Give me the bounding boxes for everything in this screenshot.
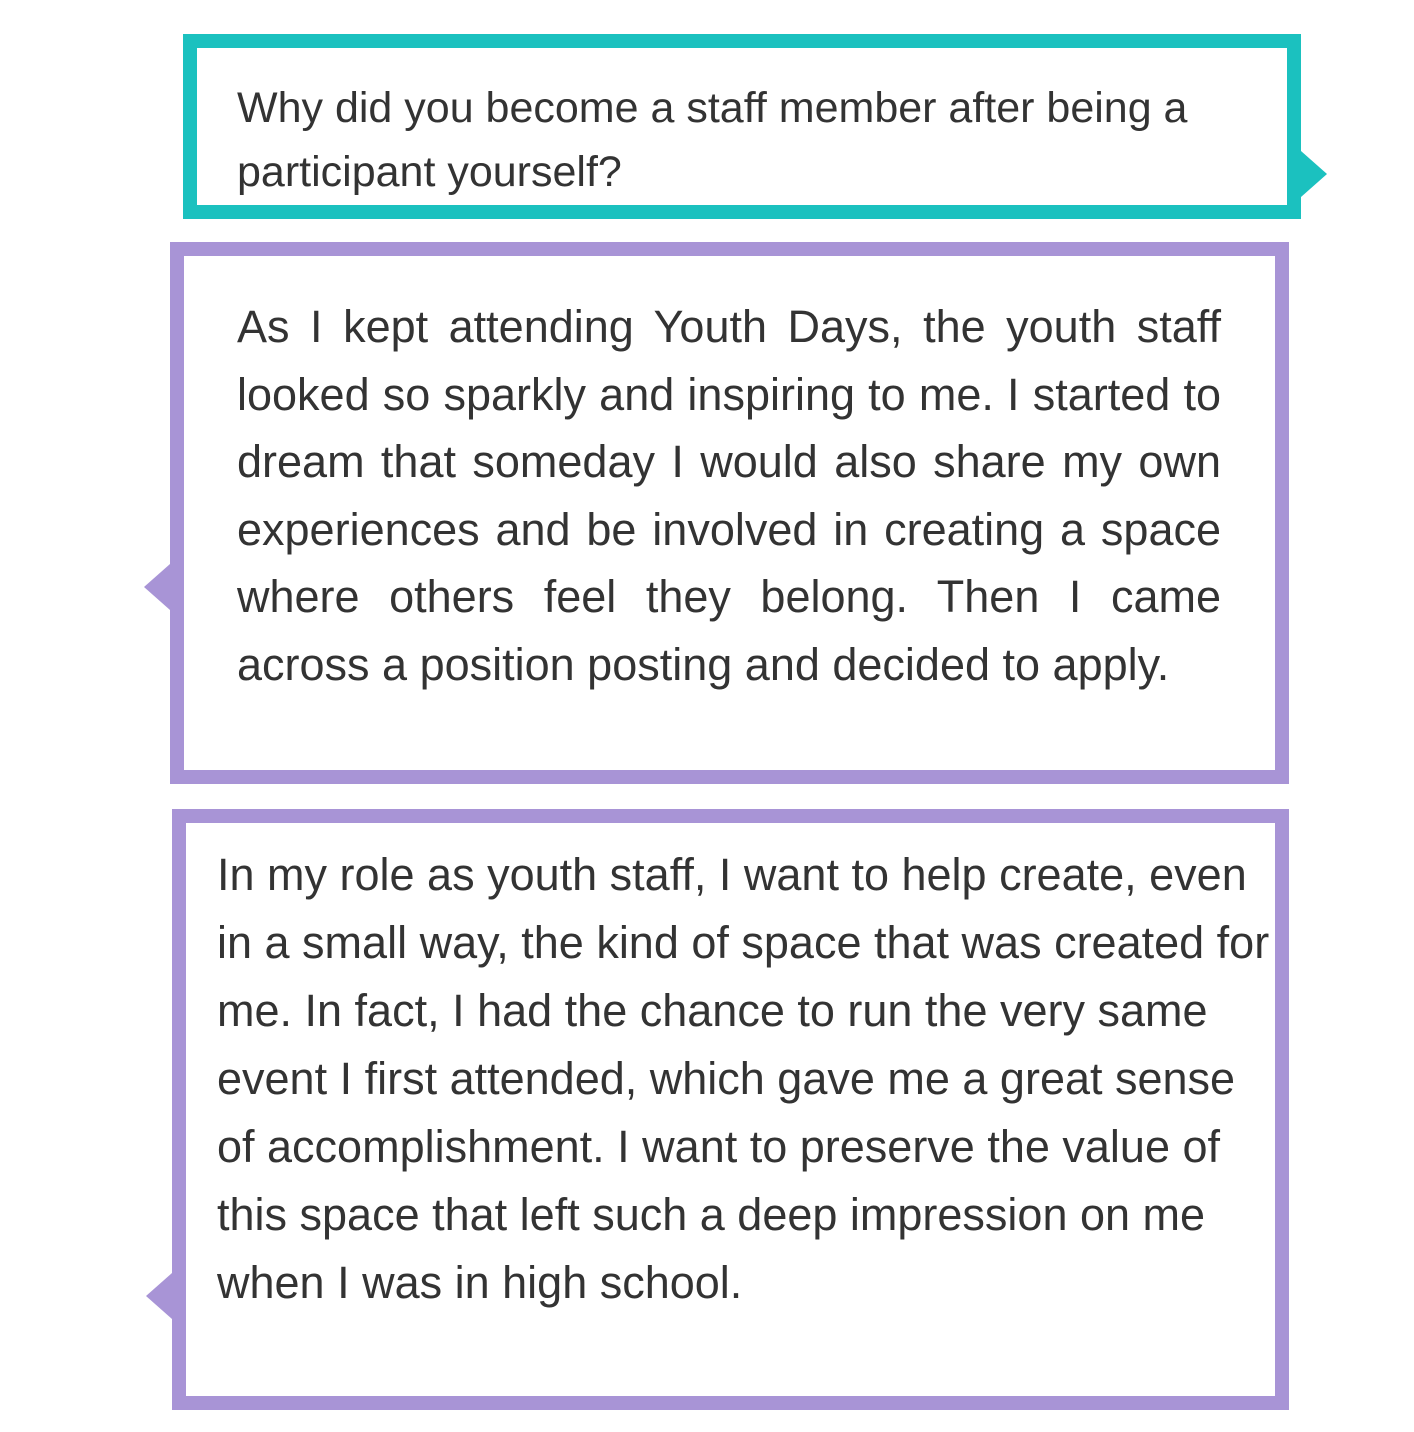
answer-text-1: As I kept attending Youth Days, the youth staff looked so sparkly and inspiring to me. I started to dream that someday I would also share my own experiences and be involved in creating a space where others feel they belong. Then I came across a position posting and decided to apply. <box>237 301 1221 690</box>
speech-pointer-left-icon <box>144 564 170 610</box>
question-bubble <box>183 34 1301 219</box>
question-text: Why did you become a staff member after being a participant yourself? <box>237 84 1188 196</box>
speech-pointer-left-icon <box>146 1273 172 1319</box>
answer-bubble-2 <box>172 809 1289 1410</box>
speech-pointer-right-icon <box>1301 151 1327 197</box>
answer-text-2: In my role as youth staff, I want to help create, even in a small way, the kind of space that was created for me. In fact, I had the chance to run the very same event I first attended, which gave me a great sense of accomplishment. I want to preserve the value of this space that left such a deep impression on me when I was in high school. <box>217 849 1270 1308</box>
answer-bubble-1 <box>170 242 1289 784</box>
